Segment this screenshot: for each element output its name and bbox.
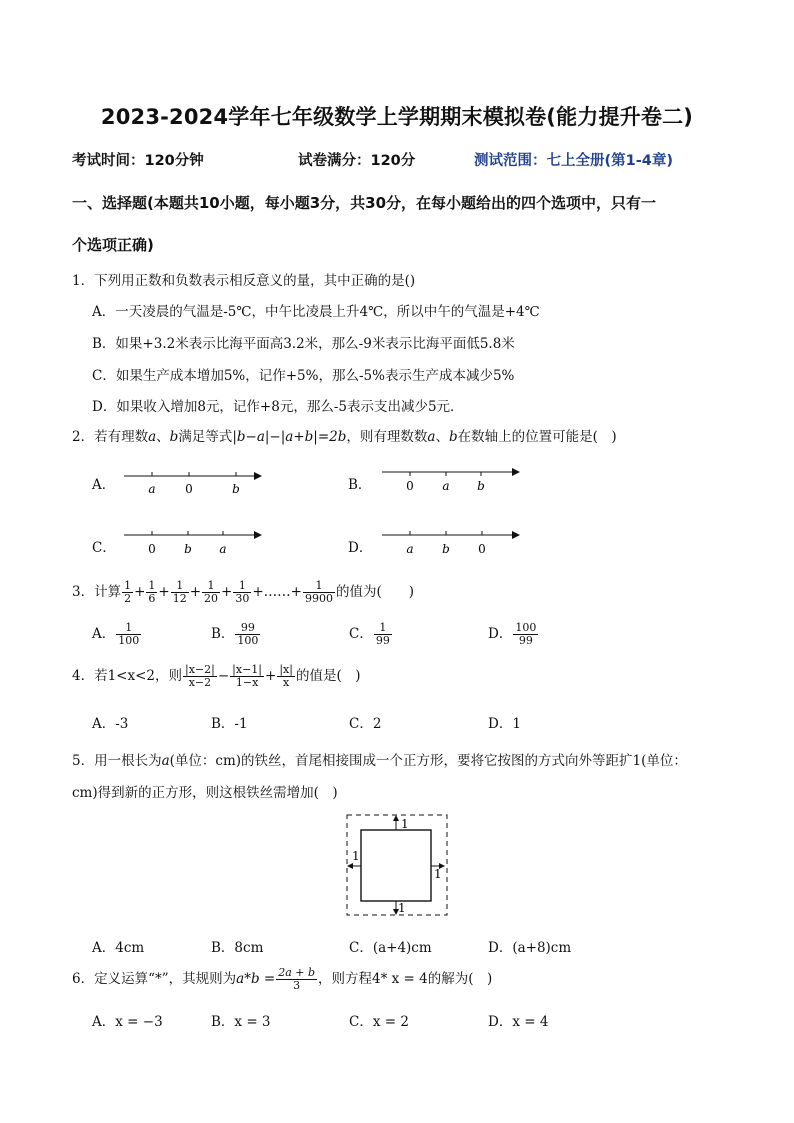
q6-option-a: A．x = −3	[92, 1014, 163, 1030]
exam-time: 考试时间：120分钟	[72, 153, 204, 169]
q2-option-d-label: D．	[348, 540, 373, 556]
q3-frac-3: $\frac{1}{12}$	[172, 579, 187, 605]
q4-option-d: D．1	[488, 716, 521, 732]
number-line-c	[120, 529, 265, 561]
axis-a-label-1: a	[148, 482, 156, 496]
q2-option-a-label: A．	[92, 477, 116, 493]
q4-stem: 4．若1<x<2，则 $\frac{|x-2|}{x-2}$ − $\frac{|x-1|}{1-x}$ + $\frac{|x|}{x}$ 的值是( )	[72, 663, 361, 689]
q3-option-d: D． $\frac{100}{99}$	[488, 621, 537, 647]
q4-option-c: C．2	[349, 716, 382, 732]
q4-frac-3: $\frac{|x|}{x}$	[279, 663, 293, 689]
section-heading-line2: 个选项正确)	[72, 236, 154, 254]
q6-frac: $\frac{2a + b}{3}$	[278, 966, 316, 992]
q4-option-a: A．-3	[92, 716, 129, 732]
q1-option-a: A．一天凌晨的气温是-5℃，中午比凌晨上升4℃，所以中午的气温是+4℃	[92, 304, 540, 320]
q6-option-c: C．x = 2	[349, 1014, 409, 1030]
q5-stem-line2: cm)得到新的正方形，则这根铁丝需增加( )	[72, 785, 338, 801]
q3-frac-1: $\frac{1}{2}$	[124, 579, 132, 605]
exam-score: 试卷满分：120分	[298, 153, 416, 169]
q4-frac-1: $\frac{|x-2|}{x-2}$	[185, 663, 215, 689]
q5-square-figure	[343, 812, 451, 918]
fig-label-bottom: 1	[398, 901, 406, 915]
q5-option-c: C．(a+4)cm	[349, 940, 432, 956]
axis-d-label-1: a	[406, 542, 414, 556]
q1-option-b: B．如果+3.2米表示比海平面高3.2米，那么-9米表示比海平面低5.8米	[92, 336, 515, 352]
q5-option-d: D．(a+8)cm	[488, 940, 572, 956]
number-line-b	[378, 466, 523, 498]
fig-label-right: 1	[434, 867, 442, 881]
axis-c-label-3: a	[219, 542, 227, 556]
q1-stem: 1．下列用正数和负数表示相反意义的量，其中正确的是()	[72, 273, 416, 289]
number-line-d	[378, 529, 523, 561]
q3-option-c: C． $\frac{1}{99}$	[349, 621, 390, 647]
exam-scope: 测试范围：七上全册(第1-4章)	[474, 153, 673, 169]
q5-option-b: B．8cm	[211, 940, 264, 956]
number-line-a	[120, 466, 265, 498]
q3-frac-5: $\frac{1}{30}$	[235, 579, 250, 605]
axis-b-label-2: a	[442, 479, 450, 493]
axis-d-label-2: b	[442, 542, 450, 556]
axis-b-label-3: b	[477, 479, 485, 493]
q3-option-b: B． $\frac{99}{100}$	[211, 621, 259, 647]
q1-option-c: C．如果生产成本增加5%，记作+5%，那么-5%表示生产成本减少5%	[92, 368, 515, 384]
q6-option-b: B．x = 3	[211, 1014, 271, 1030]
page-title: 2023-2024学年七年级数学上学期期末模拟卷(能力提升卷二)	[100, 105, 694, 129]
q2-option-c-label: C．	[92, 540, 116, 556]
q3-frac-4: $\frac{1}{20}$	[204, 579, 219, 605]
q3-stem: 3．计算 $\frac{1}{2}$ + $\frac{1}{6}$ + $\frac{1}{12}$ + $\frac{1}{20}$ + $\frac{1}{30}$ +……+ $\frac{1}{9900}$ 的值为( )	[72, 579, 415, 605]
q3-frac-last: $\frac{1}{9900}$	[304, 579, 333, 605]
q1-option-d: D．如果收入增加8元，记作+8元，那么-5表示支出减少5元．	[92, 399, 464, 415]
q3-option-a: A． $\frac{1}{100}$	[92, 621, 140, 647]
axis-d-label-3: 0	[478, 542, 486, 556]
q3-frac-2: $\frac{1}{6}$	[148, 579, 156, 605]
axis-a-label-3: b	[232, 482, 240, 496]
section-heading-line1: 一、选择题(本题共10小题，每小题3分，共30分，在每小题给出的四个选项中，只有一	[72, 194, 657, 212]
axis-c-label-2: b	[184, 542, 192, 556]
q2-option-b-label: B．	[348, 477, 372, 493]
q4-option-b: B．-1	[211, 716, 248, 732]
fig-label-left: 1	[352, 849, 360, 863]
q6-stem: 6．定义运算“*”，其规则为a*b = $\frac{2a + b}{3}$ ，则方程4* x = 4的解为( )	[72, 966, 493, 992]
axis-a-label-2: 0	[185, 482, 193, 496]
q5-stem-line1: 5．用一根长为a(单位：cm)的铁丝，首尾相接围成一个正方形，要将它按图的方式向外等距扩1(单位：	[72, 753, 687, 769]
q6-option-d: D．x = 4	[488, 1014, 549, 1030]
q4-frac-2: $\frac{|x-1|}{1-x}$	[232, 663, 263, 689]
fig-label-top: 1	[401, 817, 409, 831]
q5-option-a: A．4cm	[92, 940, 145, 956]
q2-stem: 2．若有理数a、b满足等式|b−a|−|a+b|=2b，则有理数数a、b在数轴上的位置可能是( )	[72, 429, 617, 445]
axis-b-label-1: 0	[406, 479, 414, 493]
axis-c-label-1: 0	[148, 542, 156, 556]
